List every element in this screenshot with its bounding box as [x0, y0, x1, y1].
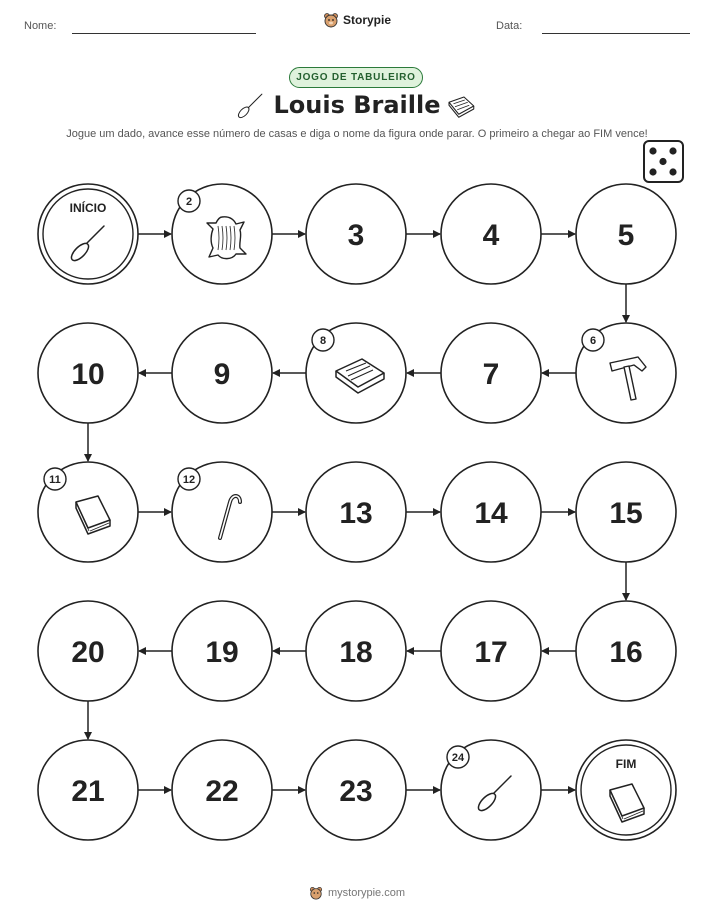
space-number: 18	[339, 636, 373, 669]
instructions: Jogue um dado, avance esse número de casas e diga o nome da figura onde parar. O primeiro a chegar ao FIM vence!	[66, 128, 648, 140]
board-space-18	[306, 601, 406, 701]
space-circle	[38, 184, 138, 284]
animal-hide-icon	[207, 217, 246, 259]
start-label: INÍCIO	[69, 201, 107, 215]
date-label: Data:	[496, 20, 523, 32]
space-number: 17	[474, 636, 508, 669]
board-space-9	[172, 323, 272, 423]
space-number: 2	[185, 196, 193, 208]
space-number: 23	[339, 775, 373, 808]
board-space-21	[38, 740, 138, 840]
board-space-5	[576, 184, 676, 284]
space-number: 10	[71, 358, 105, 391]
space-number: 19	[205, 636, 239, 669]
die-five-icon	[644, 141, 683, 182]
board-space-14	[441, 462, 541, 562]
space-number: 3	[347, 219, 365, 252]
footer-url: mystorypie.com	[327, 887, 406, 899]
board-space-11	[38, 462, 138, 562]
space-number: 5	[617, 219, 635, 252]
space-number: 11	[49, 474, 61, 486]
board-space-6	[576, 323, 676, 423]
space-number: 6	[589, 335, 597, 347]
space-number: 7	[482, 358, 500, 391]
space-number: 21	[71, 775, 105, 808]
space-number: 8	[319, 335, 327, 347]
space-number: 14	[474, 497, 508, 530]
board-space-12	[172, 462, 272, 562]
board-space-4	[441, 184, 541, 284]
space-number: 20	[71, 636, 105, 669]
board-space-10	[38, 323, 138, 423]
space-number: 15	[609, 497, 643, 530]
space-number: 13	[339, 497, 373, 530]
game-type-badge: JOGO DE TABULEIRO	[289, 67, 423, 88]
end-label: FIM	[615, 757, 637, 771]
board-space-2	[172, 184, 272, 284]
space-number: 12	[182, 474, 196, 486]
board-space-7	[441, 323, 541, 423]
name-label: Nome:	[24, 20, 57, 32]
brand-name: Storypie	[342, 13, 391, 27]
board-space-8	[306, 323, 406, 423]
space-number: 22	[205, 775, 239, 808]
board-space-1	[38, 184, 138, 284]
space-number: 24	[451, 752, 465, 764]
board-space-17	[441, 601, 541, 701]
board-space-24	[441, 740, 541, 840]
board-space-15	[576, 462, 676, 562]
board-space-19	[172, 601, 272, 701]
page-title: Louis Braille	[273, 91, 441, 119]
space-number: 4	[482, 219, 500, 252]
board-space-13	[306, 462, 406, 562]
board-space-16	[576, 601, 676, 701]
bear-mascot-icon	[309, 886, 323, 900]
board-space-22	[172, 740, 272, 840]
space-number: 16	[609, 636, 643, 669]
space-number: 9	[213, 358, 231, 391]
board-space-20	[38, 601, 138, 701]
footer	[0, 886, 714, 900]
board-space-25	[576, 740, 676, 840]
board-space-23	[306, 740, 406, 840]
board-space-3	[306, 184, 406, 284]
